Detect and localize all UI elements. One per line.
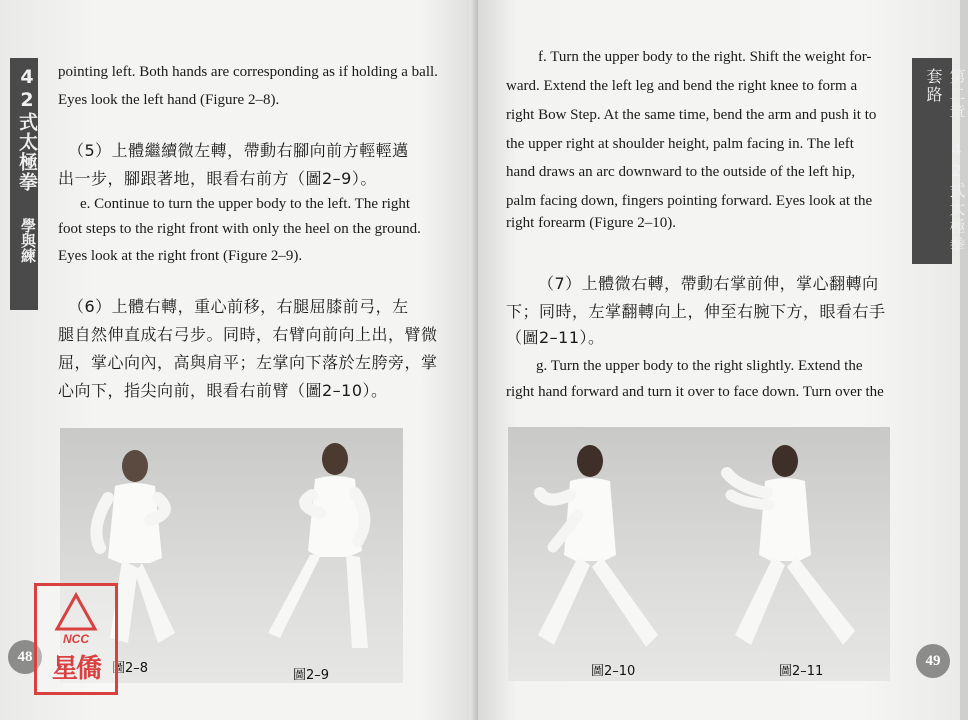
page-number-left: 48	[8, 640, 42, 674]
text-line: （6）上體右轉，重心前移，右腿屈膝前弓，左	[68, 297, 409, 316]
triangle-logo-icon	[54, 592, 98, 632]
figure-2-11-illustration	[713, 435, 883, 665]
text-line: right Bow Step. At the same time, bend the arm and push it to	[506, 107, 877, 123]
text-line: pointing left. Both hands are corresponding as if holding a ball.	[58, 64, 438, 80]
text-line: Eyes look the left hand (Figure 2–8).	[58, 92, 280, 108]
text-line: f. Turn the upper body to the right. Shift the weight for-	[538, 49, 872, 65]
caption-figure-2-10: 圖2–10	[591, 664, 636, 679]
ncc-watermark-stamp	[34, 583, 118, 695]
text-line: 屈，掌心向內，高與肩平；左掌向下落於左胯旁，掌	[58, 353, 438, 372]
text-line: g. Turn the upper body to the right slightly. Extend the	[536, 358, 863, 374]
caption-figure-2-8: 圖2–8	[112, 661, 149, 676]
text-line: （7）上體微右轉，帶動右掌前伸，掌心翻轉向	[538, 274, 879, 293]
figure-2-10-illustration	[518, 435, 688, 665]
text-line: （5）上體繼續微左轉，帶動右腳向前方輕輕邁	[68, 141, 409, 160]
stamp-chinese-name: 星僑	[51, 654, 100, 684]
text-line: 心向下，指尖向前，眼看右前臂（圖2–10）。	[58, 381, 388, 400]
text-line: palm facing down, fingers pointing forward. Eyes look at the	[506, 193, 873, 209]
text-line: ward. Extend the left leg and bend the right knee to form a	[506, 78, 858, 94]
text-line: hand draws an arc downward to the outside of the left hip,	[506, 164, 856, 180]
text-line: 腿自然伸直成右弓步。同時，右臂向前向上出，臂微	[58, 325, 438, 344]
text-line: right forearm (Figure 2–10).	[506, 215, 676, 231]
left-chapter-tab	[10, 58, 38, 310]
figure-2-9-illustration	[260, 433, 400, 668]
text-line: 下；同時，左掌翻轉向上，伸至右腕下方，眼看右手	[506, 302, 886, 321]
page-number-right: 49	[916, 644, 950, 678]
right-page	[478, 0, 960, 720]
caption-figure-2-9: 圖2–9	[293, 668, 330, 683]
caption-figure-2-11: 圖2–11	[779, 664, 824, 679]
photo-figures-2-10-2-11	[508, 427, 890, 681]
text-line: e. Continue to turn the upper body to the left. The right	[80, 196, 411, 212]
chapter-title-vertical: 第二章 42式太極拳套路	[924, 68, 966, 254]
text-line: foot steps to the right front with only the heel on the ground.	[58, 221, 421, 237]
book-title-vertical: 42式太極拳	[16, 66, 38, 192]
text-line: right hand forward and turn it over to face down. Turn over the	[506, 384, 884, 400]
book-subtitle-vertical: 學與練	[19, 218, 37, 263]
text-line: the upper right at shoulder height, palm facing in. The left	[506, 136, 854, 152]
text-line: （圖2–11）。	[506, 328, 605, 347]
stamp-latin-text: NCC	[63, 632, 89, 646]
text-line: 出一步，腳跟著地，眼看右前方（圖2–9）。	[58, 169, 377, 188]
text-line: Eyes look at the right front (Figure 2–9).	[58, 248, 303, 264]
right-chapter-tab	[912, 58, 966, 264]
